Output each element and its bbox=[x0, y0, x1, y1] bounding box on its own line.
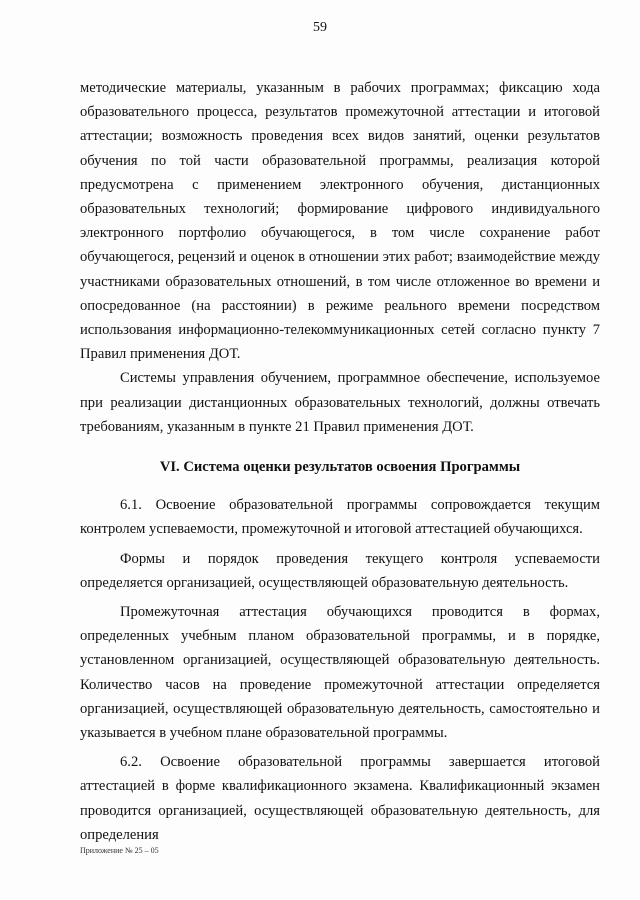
page-footer: Приложение № 25 – 05 bbox=[80, 846, 159, 855]
section-heading: VI. Система оценки результатов освоения Программы bbox=[159, 459, 521, 476]
paragraph-6-1: 6.1. Освоение образовательной программы сопровождается текущим контролем успеваемости, промежуточной и итоговой аттестацией обучающихся. bbox=[80, 497, 600, 538]
paragraph-continuation: методические материалы, указанным в рабочих программах; фиксацию хода образовательного процесса, результатов промежуточной аттестации и итоговой аттестации; возможность проведения всех видов занятий, оценки результатов обучения по той части образовательной программы, реализация которой предусмотрена с применением электронного обучения, дистанционных образовательных технологий; формирование цифрового индивидуального электронного портфолио обучающегося, в том числе сохранение работ обучающегося, рецензий и оценок в отношении этих работ; взаимодействие между участниками образовательных отношений, в том числе отложенное во времени и опосредованное (на расстоянии) в режиме реального времени посредством использования информационно-телекоммуникационных сетей согласно пункту 7 Правил применения ДОТ. bbox=[80, 80, 600, 363]
page-number: 59 bbox=[313, 20, 327, 35]
paragraph-intermediate-attestation: Промежуточная аттестация обучающихся проводится в формах, определенных учебным планом образовательной программы, и в порядке, установленном организацией, осуществляющей образовательную деятельность. Количество часов на проведение промежуточной аттестации определяется организацией, осуществляющей образовательную деятельность, самостоятельно и указывается в учебном плане образовательной программы. bbox=[80, 604, 600, 742]
document-body bbox=[80, 76, 600, 847]
paragraph-current-control: Формы и порядок проведения текущего контроля успеваемости определяется организацией, осуществляющей образовательную деятельность. bbox=[80, 550, 600, 591]
paragraph-lms-requirements: Системы управления обучением, программное обеспечение, используемое при реализации дистанционных образовательных технологий, должны отвечать требованиям, указанным в пункте 21 Правил применения ДОТ. bbox=[80, 370, 600, 435]
paragraph-6-2: 6.2. Освоение образовательной программы завершается итоговой аттестацией в форме квалификационного экзамена. Квалификационный экзамен проводится организацией, осуществляющей образовательную деятельность, для определения bbox=[80, 754, 600, 843]
